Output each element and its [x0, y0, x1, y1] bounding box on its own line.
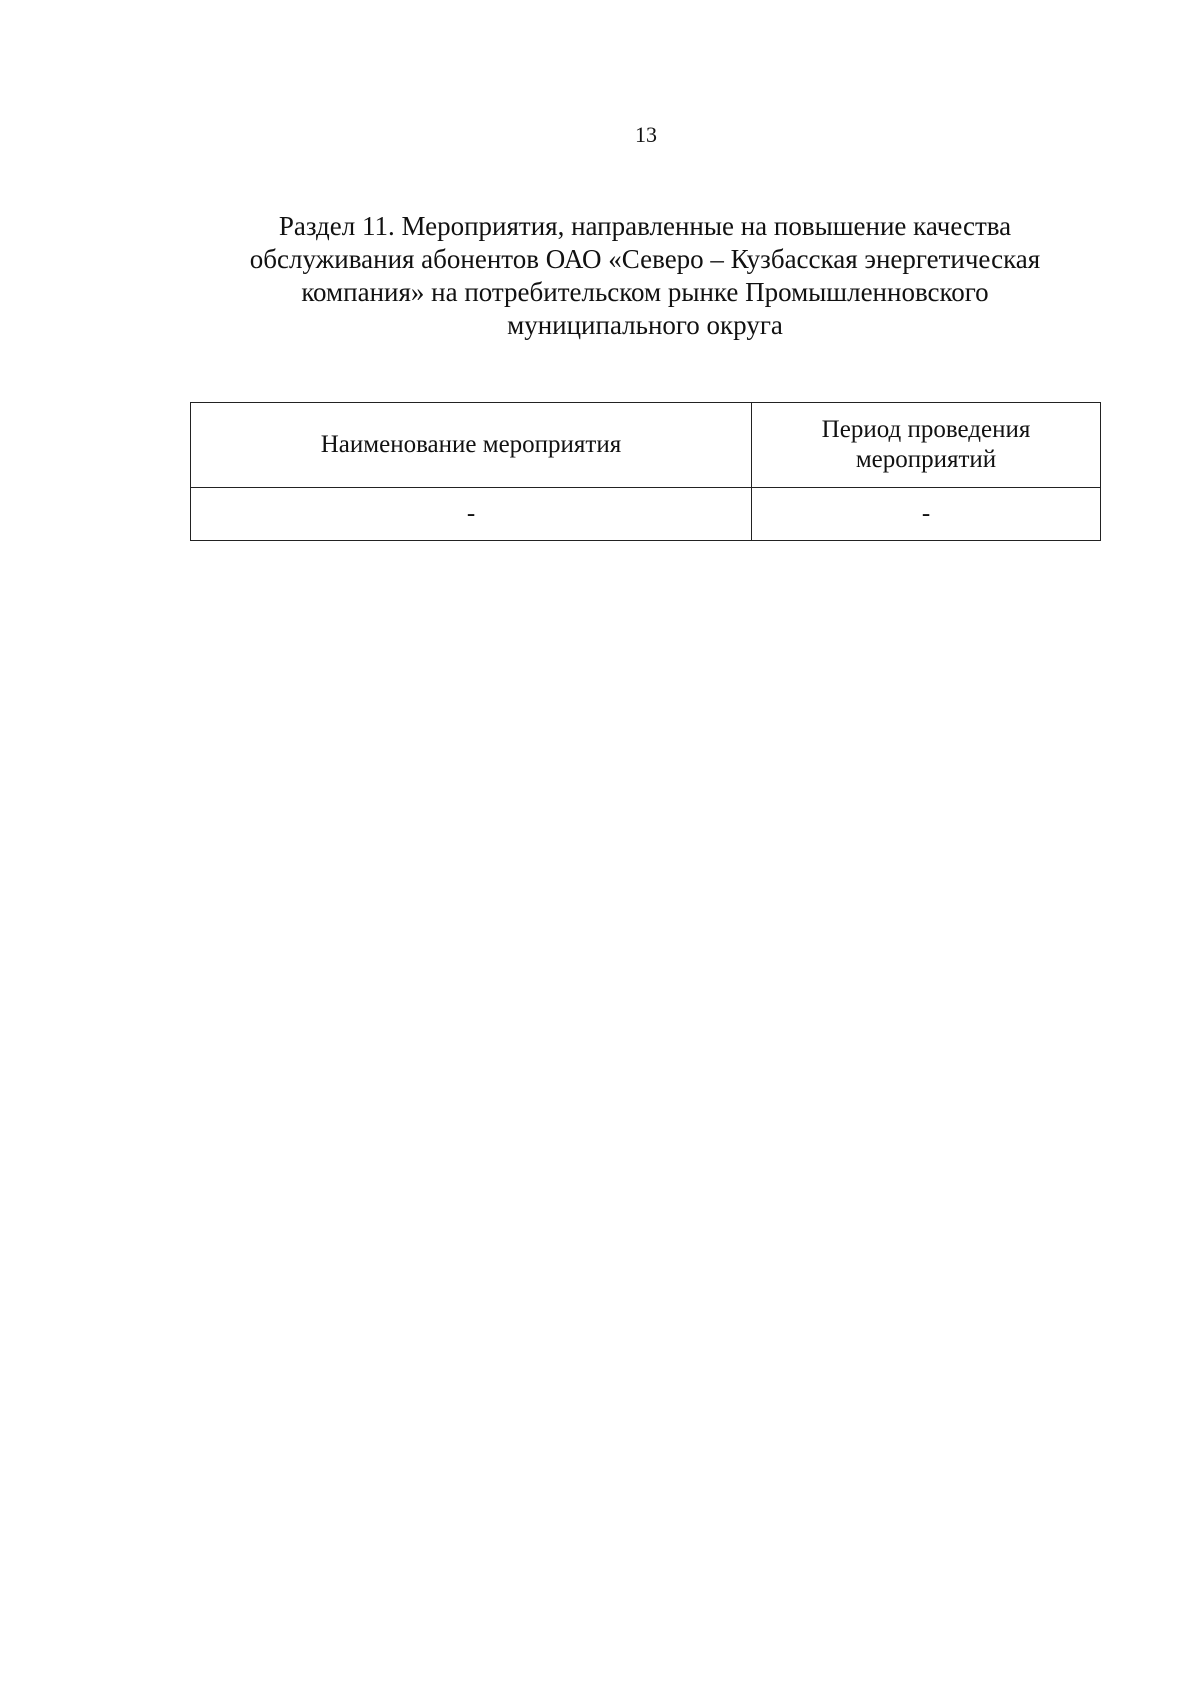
header-event-name: Наименование мероприятия [191, 403, 752, 488]
section-title-line: компания» на потребительском рынке Промышленновского [301, 277, 989, 307]
section-title-line: обслуживания абонентов ОАО «Северо – Кузбасская энергетическая [249, 244, 1041, 274]
section-title [200, 210, 1090, 342]
cell-event-period: - [752, 488, 1101, 541]
section-title-line: Раздел 11. Мероприятия, направленные на повышение качества [278, 211, 1012, 241]
table-header-row [191, 403, 1101, 488]
section-title-line: муниципального округа [507, 310, 783, 340]
events-table [190, 402, 1101, 541]
header-event-period: Период проведения мероприятий [752, 403, 1101, 488]
table-row [191, 488, 1101, 541]
cell-event-name: - [191, 488, 752, 541]
page-number: 13 [635, 122, 657, 147]
